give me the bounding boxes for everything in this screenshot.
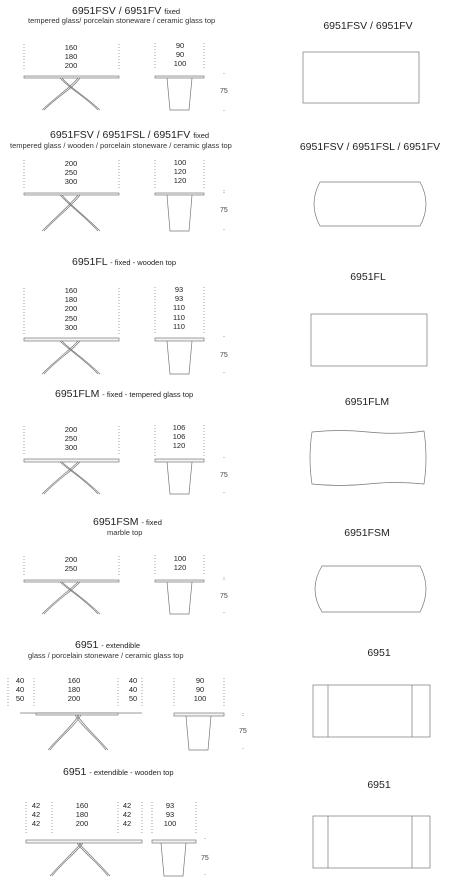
section-7-depths: 93 93 100	[163, 801, 177, 829]
section-6-ext-left: 40 40 50	[15, 676, 25, 704]
section-4-side-view	[155, 425, 224, 494]
section-7-plan-title: 6951	[367, 779, 391, 791]
section-3-depths: 93 93 110 110 110	[173, 285, 185, 331]
section-5-title: 6951FSM - fixed	[93, 516, 162, 528]
section-7-side-view	[152, 802, 205, 876]
section-6-plan-title: 6951	[367, 647, 391, 659]
section-2-plan	[314, 182, 426, 226]
section-6-title: 6951 - extendible	[75, 639, 141, 651]
section-7-lengths: 160 180 200	[75, 801, 89, 829]
section-2-front-view	[24, 160, 119, 231]
section-3-lengths: 160 180 200 250 300	[64, 286, 78, 332]
section-6-front-view	[8, 678, 142, 750]
section-6-side-view	[174, 678, 243, 750]
section-1-side-view	[155, 43, 224, 112]
section-6-lengths: 160 180 200	[67, 676, 81, 704]
section-4-plan	[310, 431, 426, 486]
section-1-title: 6951FSV / 6951FV fixed	[72, 5, 181, 17]
section-5-depths: 100 120	[173, 554, 187, 573]
section-5-subtitle: marble top	[107, 528, 143, 537]
section-1-lengths: 160 180 200	[64, 43, 78, 71]
section-1-front-view	[24, 44, 119, 110]
section-4-title: 6951FLM - fixed - tempered glass top	[55, 388, 194, 400]
section-7-ext-right: 42 42 42	[122, 801, 132, 829]
section-6-depths: 90 90 100	[193, 676, 207, 704]
section-6-ext-right: 40 40 50	[128, 676, 138, 704]
section-2-side-view	[155, 160, 224, 231]
section-2-subtitle: tempered glass / wooden / porcelain stoneware / ceramic glass top	[10, 141, 232, 150]
section-2-title: 6951FSV / 6951FSL / 6951FV fixed	[50, 129, 210, 141]
section-7-title: 6951 - extendible - wooden top	[63, 766, 174, 778]
section-5-plan-title: 6951FSM	[344, 527, 390, 539]
section-5-lengths: 200 250	[64, 555, 78, 574]
section-3-title: 6951FL - fixed - wooden top	[72, 256, 177, 268]
section-1-height: 75	[220, 88, 228, 95]
section-6-plan	[313, 685, 430, 737]
section-1-subtitle: tempered glass/ porcelain stoneware / ceramic glass top	[28, 16, 216, 25]
section-3-plan-title: 6951FL	[350, 271, 386, 283]
section-4-front-view	[24, 426, 119, 494]
section-2-height: 75	[220, 207, 228, 214]
section-6-subtitle: glass / porcelain stoneware / ceramic glass top	[28, 651, 184, 660]
section-2-plan-title: 6951FSV / 6951FSL / 6951FV	[299, 141, 441, 153]
section-3-front-view	[24, 288, 119, 374]
section-5-front-view	[24, 556, 119, 614]
section-4-lengths: 200 250 300	[64, 425, 78, 453]
section-1-depths: 90 90 100	[173, 41, 187, 69]
section-5-plan	[315, 566, 426, 612]
section-1-plan	[303, 52, 419, 103]
section-1-plan-title: 6951FSV / 6951FV	[323, 20, 413, 32]
section-6-height: 75	[239, 728, 247, 735]
section-3-side-view	[155, 287, 224, 374]
section-5-height: 75	[220, 593, 228, 600]
section-5-side-view	[155, 555, 224, 614]
section-7-height: 75	[201, 855, 209, 862]
section-7-ext-left: 42 42 42	[31, 801, 41, 829]
section-2-lengths: 200 250 300	[64, 159, 78, 187]
section-3-plan	[311, 314, 427, 366]
section-7-front-view	[26, 802, 142, 876]
section-2-depths: 100 120 120	[173, 158, 187, 186]
section-3-height: 75	[220, 352, 228, 359]
section-4-height: 75	[220, 472, 228, 479]
section-4-plan-title: 6951FLM	[344, 396, 390, 408]
section-7-plan	[313, 816, 430, 868]
section-4-depths: 106 106 120	[172, 423, 186, 451]
